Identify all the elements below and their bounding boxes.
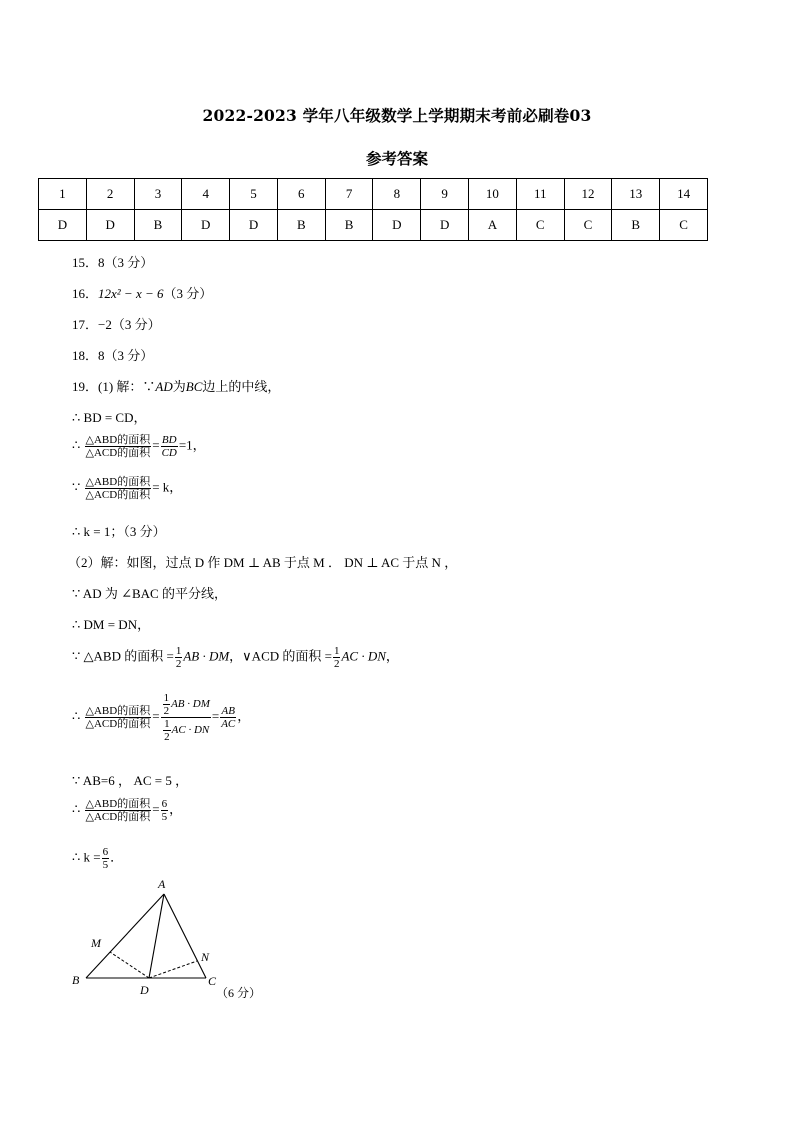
fraction-numerator: 6: [102, 846, 109, 858]
therefore-symbol: ∴: [72, 801, 81, 817]
answer-table: [38, 178, 708, 241]
area-formula-line: [72, 645, 399, 670]
fraction-denominator: AC: [221, 718, 236, 731]
point-n-label: N: [201, 950, 210, 964]
comma: ，: [169, 801, 183, 817]
question-number: 7: [325, 179, 373, 210]
ab-ac-fraction: [220, 705, 236, 730]
half-fraction: [163, 718, 171, 743]
ab-ac-values: ∵ AB=6 ， AC = 5 ，: [72, 773, 189, 788]
answer-cell: B: [612, 210, 660, 241]
question-number: 6: [277, 179, 325, 210]
answer-cell: D: [230, 210, 278, 241]
area-abd-text: ∵ △ABD 的面积 =: [72, 648, 174, 664]
area-ratio-fraction: [85, 798, 152, 823]
point-m-label: M: [91, 936, 101, 950]
fraction-denominator: 2: [164, 731, 170, 744]
compound-fraction: [161, 692, 211, 743]
question-number: 14: [660, 179, 708, 210]
fraction-numerator: △ABD的面积: [85, 705, 151, 718]
fraction-numerator: BD: [161, 434, 177, 446]
answer-cell: C: [564, 210, 612, 241]
question-number: 1: [39, 179, 87, 210]
fraction-numerator: △ABD的面积: [85, 434, 151, 446]
answer-18: 18．8（3 分）: [72, 348, 154, 363]
fraction-denominator: △ACD的面积: [85, 811, 151, 824]
answer-cell: D: [373, 210, 421, 241]
bisector-line: ∵ AD 为 ∠BAC 的平分线，: [72, 586, 227, 601]
question-number: 11: [516, 179, 564, 210]
half-fraction: [333, 645, 341, 670]
area-ratio-line: ∴ $\frac{\text{△ABD的面积}}{\text{△ACD的面积}}$ = $\frac{BD}{CD}$ =1，: [72, 434, 206, 460]
ac-dn: AC · DN: [171, 724, 210, 737]
therefore-symbol: ∴: [72, 708, 81, 724]
fraction-numerator: AB: [221, 705, 235, 718]
ac-dn: AC · DN: [341, 648, 386, 664]
area-ratio-ab-ac-line: ∴ $\frac{\text{△ABD的面积}}{\text{△ACD的面积}}$ = $\frac{1}{2}$ AB · DM $\frac{1}{2}$ AC · DN = $\frac{AB}{AC}$ ，: [72, 692, 251, 744]
answer-cell: C: [516, 210, 564, 241]
half-fraction: [163, 692, 171, 717]
answer-cell: B: [325, 210, 373, 241]
therefore-symbol: ∴: [72, 437, 81, 453]
answer-cell: B: [277, 210, 325, 241]
fraction-denominator: 2: [333, 658, 340, 671]
area-ratio-fraction: [85, 476, 152, 501]
answer-cell: D: [421, 210, 469, 241]
segment-ad: AD: [155, 379, 173, 394]
comma: ，: [237, 708, 251, 724]
point-a-label: A: [158, 877, 166, 891]
question-number: 3: [134, 179, 182, 210]
area-ratio-value-line: ∴ $\frac{\text{△ABD的面积}}{\text{△ACD的面积}}$ = $\frac{6}{5}$ ，: [72, 798, 183, 824]
answer-table-number-row: [39, 179, 708, 210]
question-number: 13: [612, 179, 660, 210]
fraction-denominator: △ACD的面积: [85, 718, 151, 731]
question-number: 5: [230, 179, 278, 210]
fraction-denominator: 5: [102, 859, 109, 872]
fraction-denominator: 5: [161, 811, 168, 824]
question-number: 12: [564, 179, 612, 210]
page-title: 2022-2023 学年八年级数学上学期期末考前必刷卷03: [202, 106, 592, 125]
segment-dn: [149, 961, 197, 978]
question-number: 2: [86, 179, 134, 210]
six-fifths: [102, 846, 110, 871]
fraction-denominator: CD: [161, 447, 177, 460]
bd-equals-cd: ∴ BD = CD，: [72, 410, 147, 425]
answer-cell: A: [469, 210, 517, 241]
answer-cell: B: [134, 210, 182, 241]
bd-cd-fraction: [161, 434, 178, 459]
answer-17: 17．−2（3 分）: [72, 317, 161, 332]
k-value-line: [72, 846, 123, 871]
half-fraction: [175, 645, 183, 670]
equals-one: =1，: [178, 437, 206, 453]
question-number: 8: [373, 179, 421, 210]
fraction-numerator: 6: [161, 798, 168, 810]
answer-table-answer-row: [39, 210, 708, 241]
fraction-numerator: 1: [333, 645, 340, 657]
question-number: 4: [182, 179, 230, 210]
segment-ad: [149, 894, 164, 978]
question-number: 10: [469, 179, 517, 210]
ab-dm: AB · DM: [183, 648, 230, 664]
comma: ，: [385, 648, 399, 664]
because-symbol: ∵: [72, 479, 81, 495]
equals-k: = k，: [152, 479, 183, 495]
fraction-denominator: 2: [175, 658, 182, 671]
area-ratio-k-line: [72, 476, 182, 501]
answer-16-number: 16．: [72, 286, 99, 301]
answer-key-heading: 参考答案: [365, 149, 428, 168]
area-acd-text: ，∨ACD 的面积 =: [229, 648, 332, 664]
answer-16: [72, 283, 212, 302]
compound-denominator: [161, 718, 211, 743]
part-2-score: （6 分）: [216, 986, 262, 1000]
answer-16-score: （3 分）: [163, 286, 213, 301]
fraction-numerator: △ABD的面积: [85, 798, 151, 810]
period: ．: [110, 849, 124, 865]
answer-cell: C: [660, 210, 708, 241]
text-wei: 为: [172, 379, 186, 394]
answer-15: 15．8（3 分）: [72, 255, 154, 270]
part-2-intro: （2）解：如图，过点 D 作 DM ⊥ AB 于点 M ． DN ⊥ AC 于点 N ，: [68, 555, 458, 570]
k-equals-1: ∴ k = 1；（3 分）: [72, 524, 166, 539]
point-d-label: D: [140, 983, 149, 997]
segment-bc: BC: [185, 379, 203, 394]
segment-dm: [110, 952, 149, 978]
fraction-denominator: △ACD的面积: [85, 489, 151, 502]
answer-19-line-1: [72, 376, 280, 395]
area-ratio-fraction: [85, 705, 152, 730]
compound-numerator: [161, 692, 211, 718]
area-ratio-fraction: [85, 434, 152, 459]
triangle-figure: [60, 872, 300, 1002]
question-number: 9: [421, 179, 469, 210]
answer-cell: D: [39, 210, 87, 241]
point-b-label: B: [72, 973, 80, 987]
answer-19-head: 19．(1) 解：∵: [72, 379, 156, 394]
answer-16-expression: 12x² − x − 6: [98, 286, 164, 301]
point-c-label: C: [208, 974, 217, 988]
fraction-numerator: △ABD的面积: [85, 476, 151, 488]
answer-cell: D: [86, 210, 134, 241]
dm-equals-dn: ∴ DM = DN，: [72, 617, 151, 632]
fraction-denominator: 2: [163, 705, 170, 718]
text-median: 边上的中线，: [202, 379, 281, 394]
fraction-numerator: 1: [175, 645, 182, 657]
six-fifths: [161, 798, 169, 823]
ab-dm: AB · DM: [171, 698, 210, 711]
fraction-numerator: 1: [164, 718, 170, 731]
segment-ac: [164, 894, 206, 978]
k-equals: ∴ k =: [72, 849, 101, 865]
fraction-numerator: 1: [163, 692, 170, 704]
answer-cell: D: [182, 210, 230, 241]
fraction-denominator: △ACD的面积: [85, 447, 151, 460]
